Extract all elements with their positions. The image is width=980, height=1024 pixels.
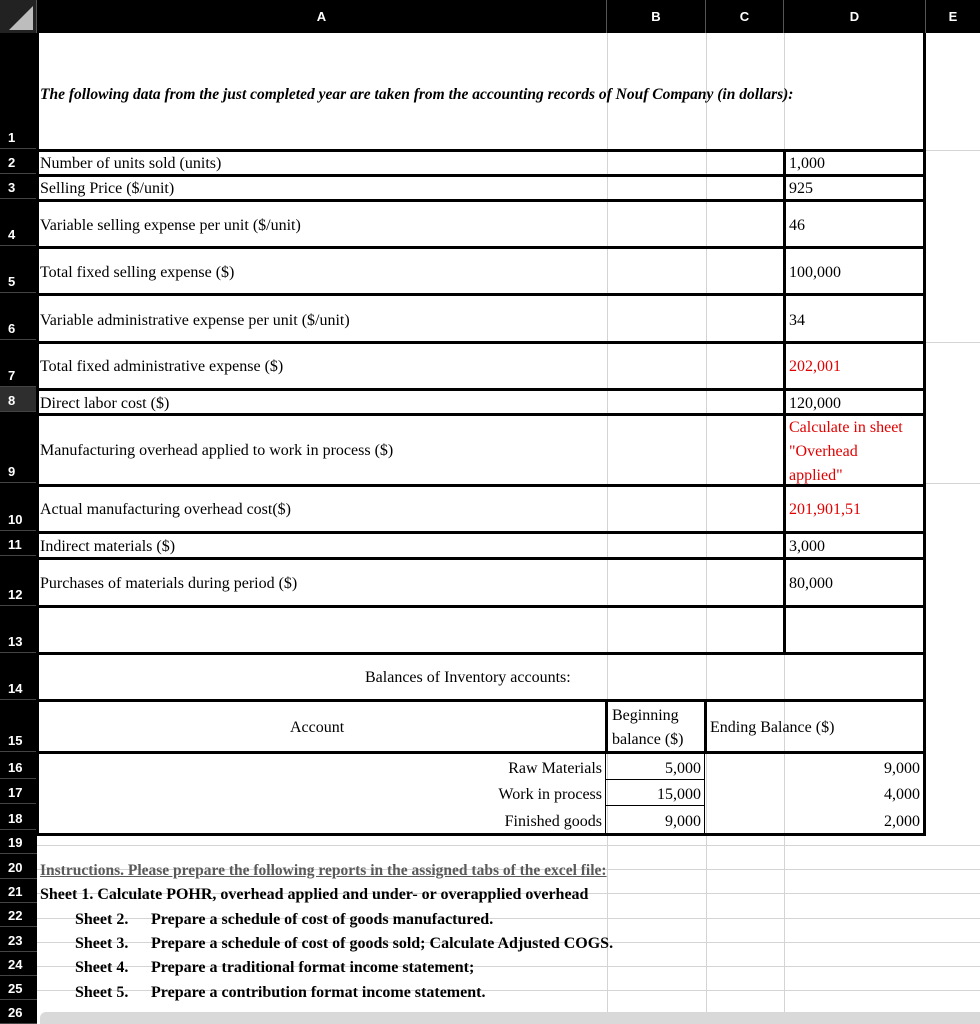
column-header-c[interactable]: C (706, 0, 784, 33)
row-value-note: "Overhead (789, 443, 858, 460)
row-header-5[interactable]: 5 (0, 246, 37, 293)
row-value-highlight: 201,901,51 (789, 501, 861, 518)
row-header-7[interactable]: 7 (0, 340, 37, 387)
row-value: 120,000 (789, 395, 841, 412)
instructions-heading: Instructions. Please prepare the following reports in the assigned tabs of the excel file: (40, 862, 607, 879)
row-header-23[interactable]: 23 (0, 927, 37, 952)
table-border (605, 754, 606, 834)
gridline (926, 342, 980, 343)
inventory-begin: 9,000 (665, 813, 701, 830)
row-label: Manufacturing overhead applied to work in process ($) (40, 442, 394, 459)
instructions-sheet-num: Sheet 4. (75, 959, 129, 976)
table-border (36, 557, 926, 560)
inventory-account: Raw Materials (508, 760, 602, 777)
table-border (36, 199, 926, 202)
table-border (605, 700, 608, 753)
table-border (36, 605, 926, 608)
row-label: Selling Price ($/unit) (40, 180, 175, 197)
table-border (923, 33, 926, 836)
inventory-end: 2,000 (884, 813, 920, 830)
row-value-highlight: 202,001 (789, 358, 841, 375)
row-value: 3,000 (789, 538, 825, 555)
inventory-col-begin: Beginning (612, 707, 679, 724)
row-header-26[interactable]: 26 (0, 1000, 37, 1024)
table-border (36, 833, 926, 836)
row-label: Variable selling expense per unit ($/unit) (40, 217, 301, 234)
table-border (36, 149, 926, 152)
inventory-title: Balances of Inventory accounts: (365, 669, 571, 686)
row-header-13[interactable]: 13 (0, 606, 37, 653)
row-header-4[interactable]: 4 (0, 199, 37, 246)
instructions-sheet1: Sheet 1. Calculate POHR, overhead applied and under- or overapplied overhead (40, 886, 589, 903)
row-header-24[interactable]: 24 (0, 952, 37, 976)
table-border (36, 293, 926, 296)
table-border (36, 699, 926, 702)
row-header-16[interactable]: 16 (0, 752, 37, 779)
row-header-9[interactable]: 9 (0, 412, 37, 483)
table-border (36, 652, 926, 655)
row-value: 100,000 (789, 264, 841, 281)
row-header-6[interactable]: 6 (0, 293, 37, 340)
row-value: 80,000 (789, 575, 833, 592)
table-border (606, 805, 705, 806)
table-border (36, 341, 926, 344)
gridline (926, 150, 980, 151)
table-border (606, 779, 705, 780)
inventory-begin: 5,000 (665, 760, 701, 777)
table-border (36, 246, 926, 249)
intro-text: The following data from the just completed year are taken from the accounting records of Nouf Company (in dollars): (40, 86, 794, 103)
gridline (926, 483, 980, 484)
row-label: Actual manufacturing overhead cost($) (40, 501, 292, 518)
row-label: Indirect materials ($) (40, 538, 176, 555)
table-border (704, 754, 705, 834)
table-border (36, 388, 926, 391)
column-header-a[interactable]: A (37, 0, 607, 33)
table-border (36, 33, 39, 836)
gridline (37, 845, 980, 846)
gridline (607, 33, 608, 1024)
row-header-14[interactable]: 14 (0, 653, 37, 700)
row-header-20[interactable]: 20 (0, 854, 37, 879)
instructions-sheet-text: Prepare a schedule of cost of goods manufactured. (151, 911, 494, 928)
column-header-bar (0, 0, 980, 33)
inventory-end: 4,000 (884, 786, 920, 803)
instructions-sheet-num: Sheet 2. (75, 911, 129, 928)
row-header-8[interactable]: 8 (0, 387, 37, 412)
row-header-1[interactable]: 1 (0, 33, 37, 149)
row-header-15[interactable]: 15 (0, 700, 37, 752)
row-label: Purchases of materials during period ($) (40, 575, 298, 592)
instructions-sheet-text: Prepare a contribution format income statement. (151, 984, 486, 1001)
row-value-note: Calculate in sheet (789, 419, 903, 436)
gridline (706, 33, 707, 1024)
row-label: Variable administrative expense per unit ($/unit) (40, 312, 350, 329)
row-header-19[interactable]: 19 (0, 830, 37, 854)
row-value: 925 (789, 180, 813, 197)
row-header-11[interactable]: 11 (0, 531, 37, 556)
inventory-col-account: Account (290, 719, 345, 736)
row-header-18[interactable]: 18 (0, 804, 37, 830)
inventory-col-end: Ending Balance ($) (710, 719, 835, 736)
row-label: Direct labor cost ($) (40, 395, 170, 412)
row-value: 1,000 (789, 155, 825, 172)
row-header-21[interactable]: 21 (0, 879, 37, 903)
table-border (36, 174, 926, 177)
row-value-note: applied" (789, 467, 843, 484)
row-header-17[interactable]: 17 (0, 779, 37, 804)
column-header-b[interactable]: B (607, 0, 706, 33)
row-label: Number of units sold (units) (40, 155, 222, 172)
column-header-e[interactable]: E (948, 9, 958, 24)
instructions-sheet-num: Sheet 3. (75, 935, 129, 952)
instructions-sheet-text: Prepare a schedule of cost of goods sold; Calculate Adjusted COGS. (151, 935, 614, 952)
row-header-2[interactable]: 2 (0, 149, 37, 174)
row-value: 34 (789, 312, 805, 329)
row-label: Total fixed administrative expense ($) (40, 358, 284, 375)
row-header-12[interactable]: 12 (0, 556, 37, 606)
inventory-col-begin: balance ($) (612, 731, 684, 748)
row-header-22[interactable]: 22 (0, 903, 37, 927)
inventory-account: Finished goods (504, 813, 602, 830)
inventory-begin: 15,000 (657, 786, 701, 803)
table-border (36, 751, 926, 754)
table-border (36, 531, 926, 534)
inventory-account: Work in process (498, 786, 602, 803)
row-header-10[interactable]: 10 (0, 483, 37, 531)
row-label: Total fixed selling expense ($) (40, 264, 235, 281)
table-border (783, 149, 786, 653)
column-header-d[interactable]: D (784, 0, 926, 33)
instructions-sheet-num: Sheet 5. (75, 984, 129, 1001)
select-all-corner[interactable] (0, 0, 37, 33)
row-header-3[interactable]: 3 (0, 174, 37, 199)
horizontal-scrollbar[interactable] (40, 1012, 980, 1024)
row-header-25[interactable]: 25 (0, 976, 37, 1000)
row-header-bar (0, 33, 37, 1024)
select-all-icon (9, 6, 33, 30)
row-value: 46 (789, 217, 805, 234)
inventory-end: 9,000 (884, 760, 920, 777)
table-border (704, 700, 707, 753)
instructions-sheet-text: Prepare a traditional format income statement; (151, 959, 475, 976)
